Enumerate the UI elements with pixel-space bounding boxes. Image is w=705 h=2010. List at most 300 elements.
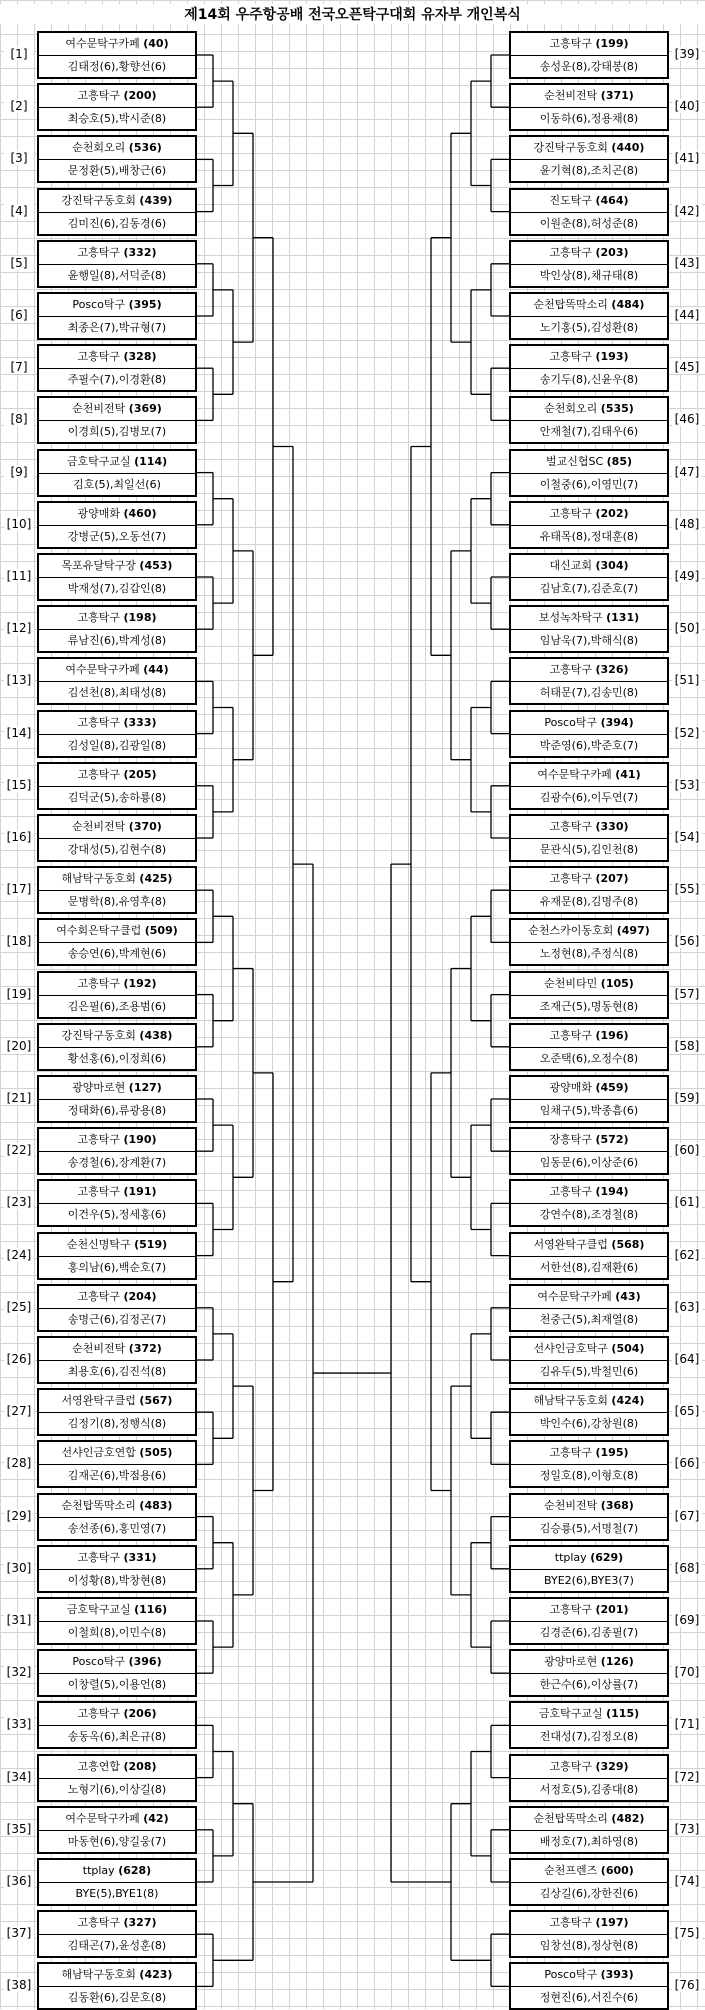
seed-number: [57] [672,987,702,1001]
club-id: (326) [595,663,629,677]
club-id: (423) [139,1968,173,1982]
player-names: 김유두(5),박철민(6) [539,1365,639,1378]
seed-number: [40] [672,99,702,113]
player-names: 김호(5),최일선(6) [73,477,161,491]
team-entry [37,1284,197,1332]
player-names: 임채구(5),박종흠(6) [539,1104,639,1117]
team-club [511,451,667,474]
seed-number: [1] [4,47,34,61]
player-names: 배정호(7),최하영(8) [539,1834,639,1848]
seed-number: [21] [4,1091,34,1105]
club-id: (497) [616,924,650,938]
team-entry [37,1075,197,1123]
club-name: 순천탑똑딱소리 [61,1498,140,1512]
club-id: (327) [123,1916,157,1930]
club-id: (42) [143,1811,169,1825]
team-club [39,1077,195,1100]
team-club [511,1599,667,1622]
club-id: (424) [611,1394,645,1408]
club-id: (600) [600,1864,634,1877]
player-names: 임창선(8),정상현(8) [539,1939,639,1953]
team-club [39,1756,195,1779]
club-name: ttplay [82,1864,119,1877]
club-id: (460) [123,506,157,520]
seed-number: [45] [672,360,702,374]
club-id: (368) [600,1498,634,1512]
seed-number: [53] [672,778,702,792]
club-id: (197) [595,1916,629,1930]
club-name: 순천프렌즈 [544,1864,601,1877]
team-entry [509,1545,669,1593]
club-id: (41) [615,767,641,781]
seed-number: [14] [4,726,34,740]
club-name: 서영완탁구클럽 [61,1394,140,1408]
player-names: 김승룡(5),서명철(7) [539,1521,639,1535]
club-id: (206) [123,1707,157,1721]
club-id: (192) [123,976,157,990]
team-entry [37,83,197,131]
player-names: BYE(5),BYE1(8) [75,1887,159,1900]
seed-number: [71] [672,1717,702,1731]
club-id: (200) [123,89,157,103]
team-entry [509,971,669,1019]
club-id: (567) [139,1394,173,1408]
team-club [39,242,195,265]
team-entry [509,1701,669,1749]
player-names: 마동현(6),양길웅(7) [67,1834,167,1848]
player-names: 전대성(7),김정오(8) [539,1730,639,1744]
player-names: 한근수(6),이상률(7) [539,1678,639,1692]
team-entry [37,971,197,1019]
seed-number: [34] [4,1770,34,1784]
club-id: (439) [139,193,173,207]
club-name: Posco탁구 [544,715,601,729]
seed-number: [25] [4,1300,34,1314]
club-name: 고흥탁구 [77,1550,124,1564]
player-names: 송승연(6),박계현(6) [67,947,167,961]
player-names: 김덕군(5),송하룡(8) [67,790,167,804]
club-id: (464) [595,193,629,207]
team-entry [37,1127,197,1175]
seed-number: [37] [4,1926,34,1940]
team-club [39,503,195,526]
team-club [39,1912,195,1935]
team-entry [509,605,669,653]
club-name: 고흥탁구 [77,350,124,364]
seed-number: [9] [4,465,34,479]
club-name: 진도탁구 [549,193,596,207]
club-name: 순천비타민 [544,976,601,990]
team-club [39,33,195,56]
club-id: (193) [595,350,629,364]
player-names: 김상길(6),장한진(6) [539,1887,639,1900]
seed-number: [62] [672,1248,702,1262]
team-club [511,190,667,213]
seed-number: [31] [4,1613,34,1627]
team-club [39,1808,195,1831]
team-entry [37,918,197,966]
club-name: 고흥탁구 [77,89,124,103]
seed-number: [67] [672,1509,702,1523]
club-id: (40) [143,37,169,50]
team-entry [509,762,669,810]
team-club [39,1547,195,1570]
club-name: 고흥탁구 [549,37,596,50]
club-id: (372) [128,1342,162,1355]
team-entry [37,1440,197,1488]
club-id: (116) [134,1603,168,1616]
seed-number: [52] [672,726,702,740]
club-name: 해남탁구동호회 [533,1394,612,1408]
team-club [511,973,667,996]
seed-number: [65] [672,1404,702,1418]
team-entry [37,292,197,340]
team-club [39,973,195,996]
player-names: 박재성(7),김갑인(8) [67,582,167,595]
club-id: (114) [134,454,168,468]
team-entry [509,1493,669,1541]
club-name: 고흥탁구 [549,872,596,886]
seed-number: [44] [672,308,702,322]
team-club [511,1234,667,1257]
player-names: 이철중(6),이영민(7) [539,477,639,491]
team-entry [509,188,669,236]
team-entry [37,344,197,392]
player-names: 문정환(5),배창근(6) [67,164,167,178]
seed-number: [76] [672,1978,702,1992]
seed-number: [74] [672,1874,702,1888]
seed-number: [23] [4,1195,34,1209]
seed-number: [64] [672,1352,702,1366]
team-club [511,1025,667,1048]
player-names: 허태문(7),김송민(8) [539,686,639,700]
club-name: 해남탁구동호회 [61,872,140,886]
seed-number: [50] [672,621,702,635]
player-names: 황선홍(6),이정희(6) [67,1051,167,1065]
team-entry [509,449,669,497]
team-club [39,1651,195,1674]
player-names: 김경준(6),김종필(7) [539,1626,639,1639]
player-names: 김광수(6),이두연(7) [539,790,639,804]
team-entry [37,240,197,288]
club-name: 선샤인금호연합 [61,1446,140,1460]
club-name: 고흥탁구 [549,663,596,677]
player-names: 송동옥(6),최은규(8) [67,1730,167,1744]
player-names: 김은필(6),조용범(6) [67,999,167,1013]
seed-number: [18] [4,934,34,948]
club-id: (208) [123,1759,157,1773]
team-club [511,555,667,578]
seed-number: [69] [672,1613,702,1627]
team-entry [37,657,197,705]
team-entry [37,553,197,601]
team-entry [509,1649,669,1697]
seed-number: [28] [4,1456,34,1470]
team-entry [37,814,197,862]
team-club [511,1912,667,1935]
seed-number: [75] [672,1926,702,1940]
club-name: 금호탁구교실 [66,1603,135,1616]
team-entry [509,1754,669,1802]
team-entry [37,1649,197,1697]
player-names: 박준영(6),박준호(7) [539,738,639,752]
player-names: 최종은(7),박규형(7) [67,321,167,334]
seed-number: [54] [672,830,702,844]
club-name: 강진탁구동호회 [61,193,140,207]
team-entry [37,31,197,79]
seed-number: [12] [4,621,34,635]
club-name: 해남탁구동호회 [61,1968,140,1982]
team-entry [37,501,197,549]
player-names: 윤기혁(8),조치곤(8) [539,164,639,178]
team-entry [509,1127,669,1175]
team-club [39,816,195,839]
team-club [511,764,667,787]
team-club [39,294,195,317]
team-entry [37,1388,197,1436]
player-names: 김성일(8),김광일(8) [67,738,167,752]
team-entry [509,135,669,183]
club-id: (85) [606,454,633,468]
player-names: 정태화(6),류광용(8) [67,1104,167,1117]
player-names: 송선종(6),홍민영(7) [67,1521,167,1535]
team-club [39,868,195,891]
seed-number: [72] [672,1770,702,1784]
seed-number: [33] [4,1717,34,1731]
team-club [511,1286,667,1309]
team-entry [509,710,669,758]
club-name: 선샤인금호탁구 [533,1342,612,1355]
club-name: 광양마로현 [72,1081,129,1094]
team-club [39,346,195,369]
club-name: 고흥탁구 [549,1028,596,1042]
player-names: 강연수(8),조경철(8) [539,1208,639,1222]
seed-number: [63] [672,1300,702,1314]
club-name: 광양매화 [549,1081,596,1094]
club-name: 고흥탁구 [77,611,124,625]
team-club [511,137,667,160]
seed-number: [29] [4,1509,34,1523]
team-club [511,1077,667,1100]
team-entry [509,1232,669,1280]
team-club [39,1964,195,1987]
club-id: (201) [595,1603,629,1616]
player-names: 서정호(5),김종대(8) [539,1782,639,1796]
team-club [39,1025,195,1048]
player-names: 정현진(6),서진수(6) [539,1991,639,2005]
club-name: ttplay [554,1550,591,1564]
team-club [39,1860,195,1883]
team-club [39,607,195,630]
club-name: 금호탁구교실 [538,1707,607,1721]
team-club [39,1442,195,1465]
seed-number: [66] [672,1456,702,1470]
club-id: (43) [615,1289,641,1303]
club-name: 순천탑똑딱소리 [533,298,612,311]
team-club [511,1338,667,1361]
player-names: 강병군(5),오동선(7) [67,529,167,543]
club-id: (330) [595,820,629,833]
player-names: 주필수(7),이경환(8) [67,373,167,387]
team-club [39,712,195,735]
club-id: (44) [143,663,169,677]
club-name: 여수회은탁구클럽 [56,924,145,938]
club-id: (484) [611,298,645,311]
team-entry [509,1075,669,1123]
team-entry [37,762,197,810]
club-id: (333) [123,715,157,729]
seed-number: [38] [4,1978,34,1992]
team-club [511,85,667,108]
team-entry [509,292,669,340]
team-club [39,1338,195,1361]
club-name: 순천비전탁 [544,89,601,103]
team-club [39,85,195,108]
club-id: (394) [600,715,634,729]
club-name: 순천탑똑딱소리 [533,1811,612,1825]
seed-number: [41] [672,151,702,165]
team-club [511,1703,667,1726]
team-entry [37,1701,197,1749]
club-name: 고흥탁구 [549,1446,596,1460]
club-name: 강진탁구동호회 [61,1028,140,1042]
team-entry [37,1336,197,1384]
club-id: (131) [606,611,640,625]
club-name: 보성녹차탁구 [538,611,607,625]
player-names: 이원춘(8),허성준(8) [539,216,639,230]
club-id: (536) [128,141,162,155]
team-entry [509,1284,669,1332]
club-name: 고흥탁구 [549,820,596,833]
player-names: 최용호(6),김진석(8) [67,1365,167,1378]
player-names: 김태곤(7),윤성훈(8) [67,1939,167,1953]
player-names: 정일호(8),이형호(8) [539,1469,639,1483]
seed-number: [61] [672,1195,702,1209]
team-club [39,1234,195,1257]
team-club [511,607,667,630]
team-entry [509,501,669,549]
club-id: (438) [139,1028,173,1042]
team-club [511,1756,667,1779]
club-id: (105) [600,976,634,990]
team-club [39,1703,195,1726]
club-name: Posco탁구 [544,1968,601,1982]
club-id: (202) [595,506,629,520]
club-name: Posco탁구 [72,298,129,311]
team-club [511,1442,667,1465]
club-id: (440) [611,141,645,155]
club-id: (329) [595,1759,629,1773]
team-entry [37,1493,197,1541]
player-names: 김정기(8),정행식(8) [67,1417,167,1431]
team-club [511,1651,667,1674]
club-name: 고흥탁구 [77,1916,124,1930]
club-name: Posco탁구 [72,1655,129,1669]
club-id: (509) [144,924,178,938]
club-id: (304) [595,559,629,572]
club-name: 순천회오리 [544,402,601,416]
seed-number: [70] [672,1665,702,1679]
team-entry [509,553,669,601]
player-names: 노기홍(5),김성환(8) [539,321,639,334]
club-id: (535) [600,402,634,416]
team-entry [509,1336,669,1384]
player-names: 노정현(8),주정식(8) [539,947,639,961]
seed-number: [8] [4,412,34,426]
seed-number: [42] [672,204,702,218]
club-name: 고흥탁구 [77,1289,124,1303]
player-names: 김선천(8),최태성(8) [67,686,167,700]
club-id: (205) [123,767,157,781]
seed-number: [39] [672,47,702,61]
club-id: (628) [118,1864,152,1877]
club-name: 광양마로현 [544,1655,601,1669]
club-name: 서영완탁구클럽 [533,1237,612,1251]
player-names: 이창렬(5),이용언(8) [67,1678,167,1692]
seed-number: [24] [4,1248,34,1262]
team-club [39,659,195,682]
team-club [511,242,667,265]
club-name: 강진탁구동호회 [533,141,612,155]
team-club [511,920,667,943]
team-entry [509,918,669,966]
team-entry [37,1179,197,1227]
club-id: (459) [595,1081,629,1094]
team-club [511,1181,667,1204]
team-entry [37,1962,197,2010]
club-name: 여수문탁구카페 [65,37,144,50]
club-name: 여수문탁구카페 [65,1811,144,1825]
seed-number: [15] [4,778,34,792]
club-id: (453) [139,559,173,572]
club-name: 순천비전탁 [544,1498,601,1512]
seed-number: [26] [4,1352,34,1366]
player-names: 문관식(5),김인천(8) [539,843,639,856]
club-name: 순천회오리 [72,141,129,155]
team-entry [509,1858,669,1906]
team-entry [37,135,197,183]
team-club [511,1390,667,1413]
team-club [39,1286,195,1309]
team-entry [509,1806,669,1854]
player-names: 문병학(8),유영후(8) [67,895,167,909]
club-name: 고흥연합 [77,1759,124,1773]
club-name: 고흥탁구 [549,350,596,364]
club-id: (396) [128,1655,162,1669]
seed-number: [30] [4,1561,34,1575]
club-name: 금호탁구교실 [66,454,135,468]
club-id: (332) [123,245,157,259]
club-id: (519) [134,1237,168,1251]
club-id: (331) [123,1550,157,1564]
club-id: (568) [611,1237,645,1251]
player-names: 노형기(6),이상길(8) [67,1782,167,1796]
player-names: 김태정(6),황향선(6) [67,60,167,73]
club-id: (371) [600,89,634,103]
seed-number: [20] [4,1039,34,1053]
seed-number: [46] [672,412,702,426]
club-id: (126) [600,1655,634,1669]
player-names: 서한선(8),김재환(6) [539,1260,639,1274]
club-id: (203) [595,245,629,259]
team-entry [509,1388,669,1436]
seed-number: [60] [672,1143,702,1157]
seed-number: [13] [4,673,34,687]
club-name: 벌교신협SC [545,454,607,468]
team-club [511,712,667,735]
team-club [39,1599,195,1622]
seed-number: [27] [4,1404,34,1418]
